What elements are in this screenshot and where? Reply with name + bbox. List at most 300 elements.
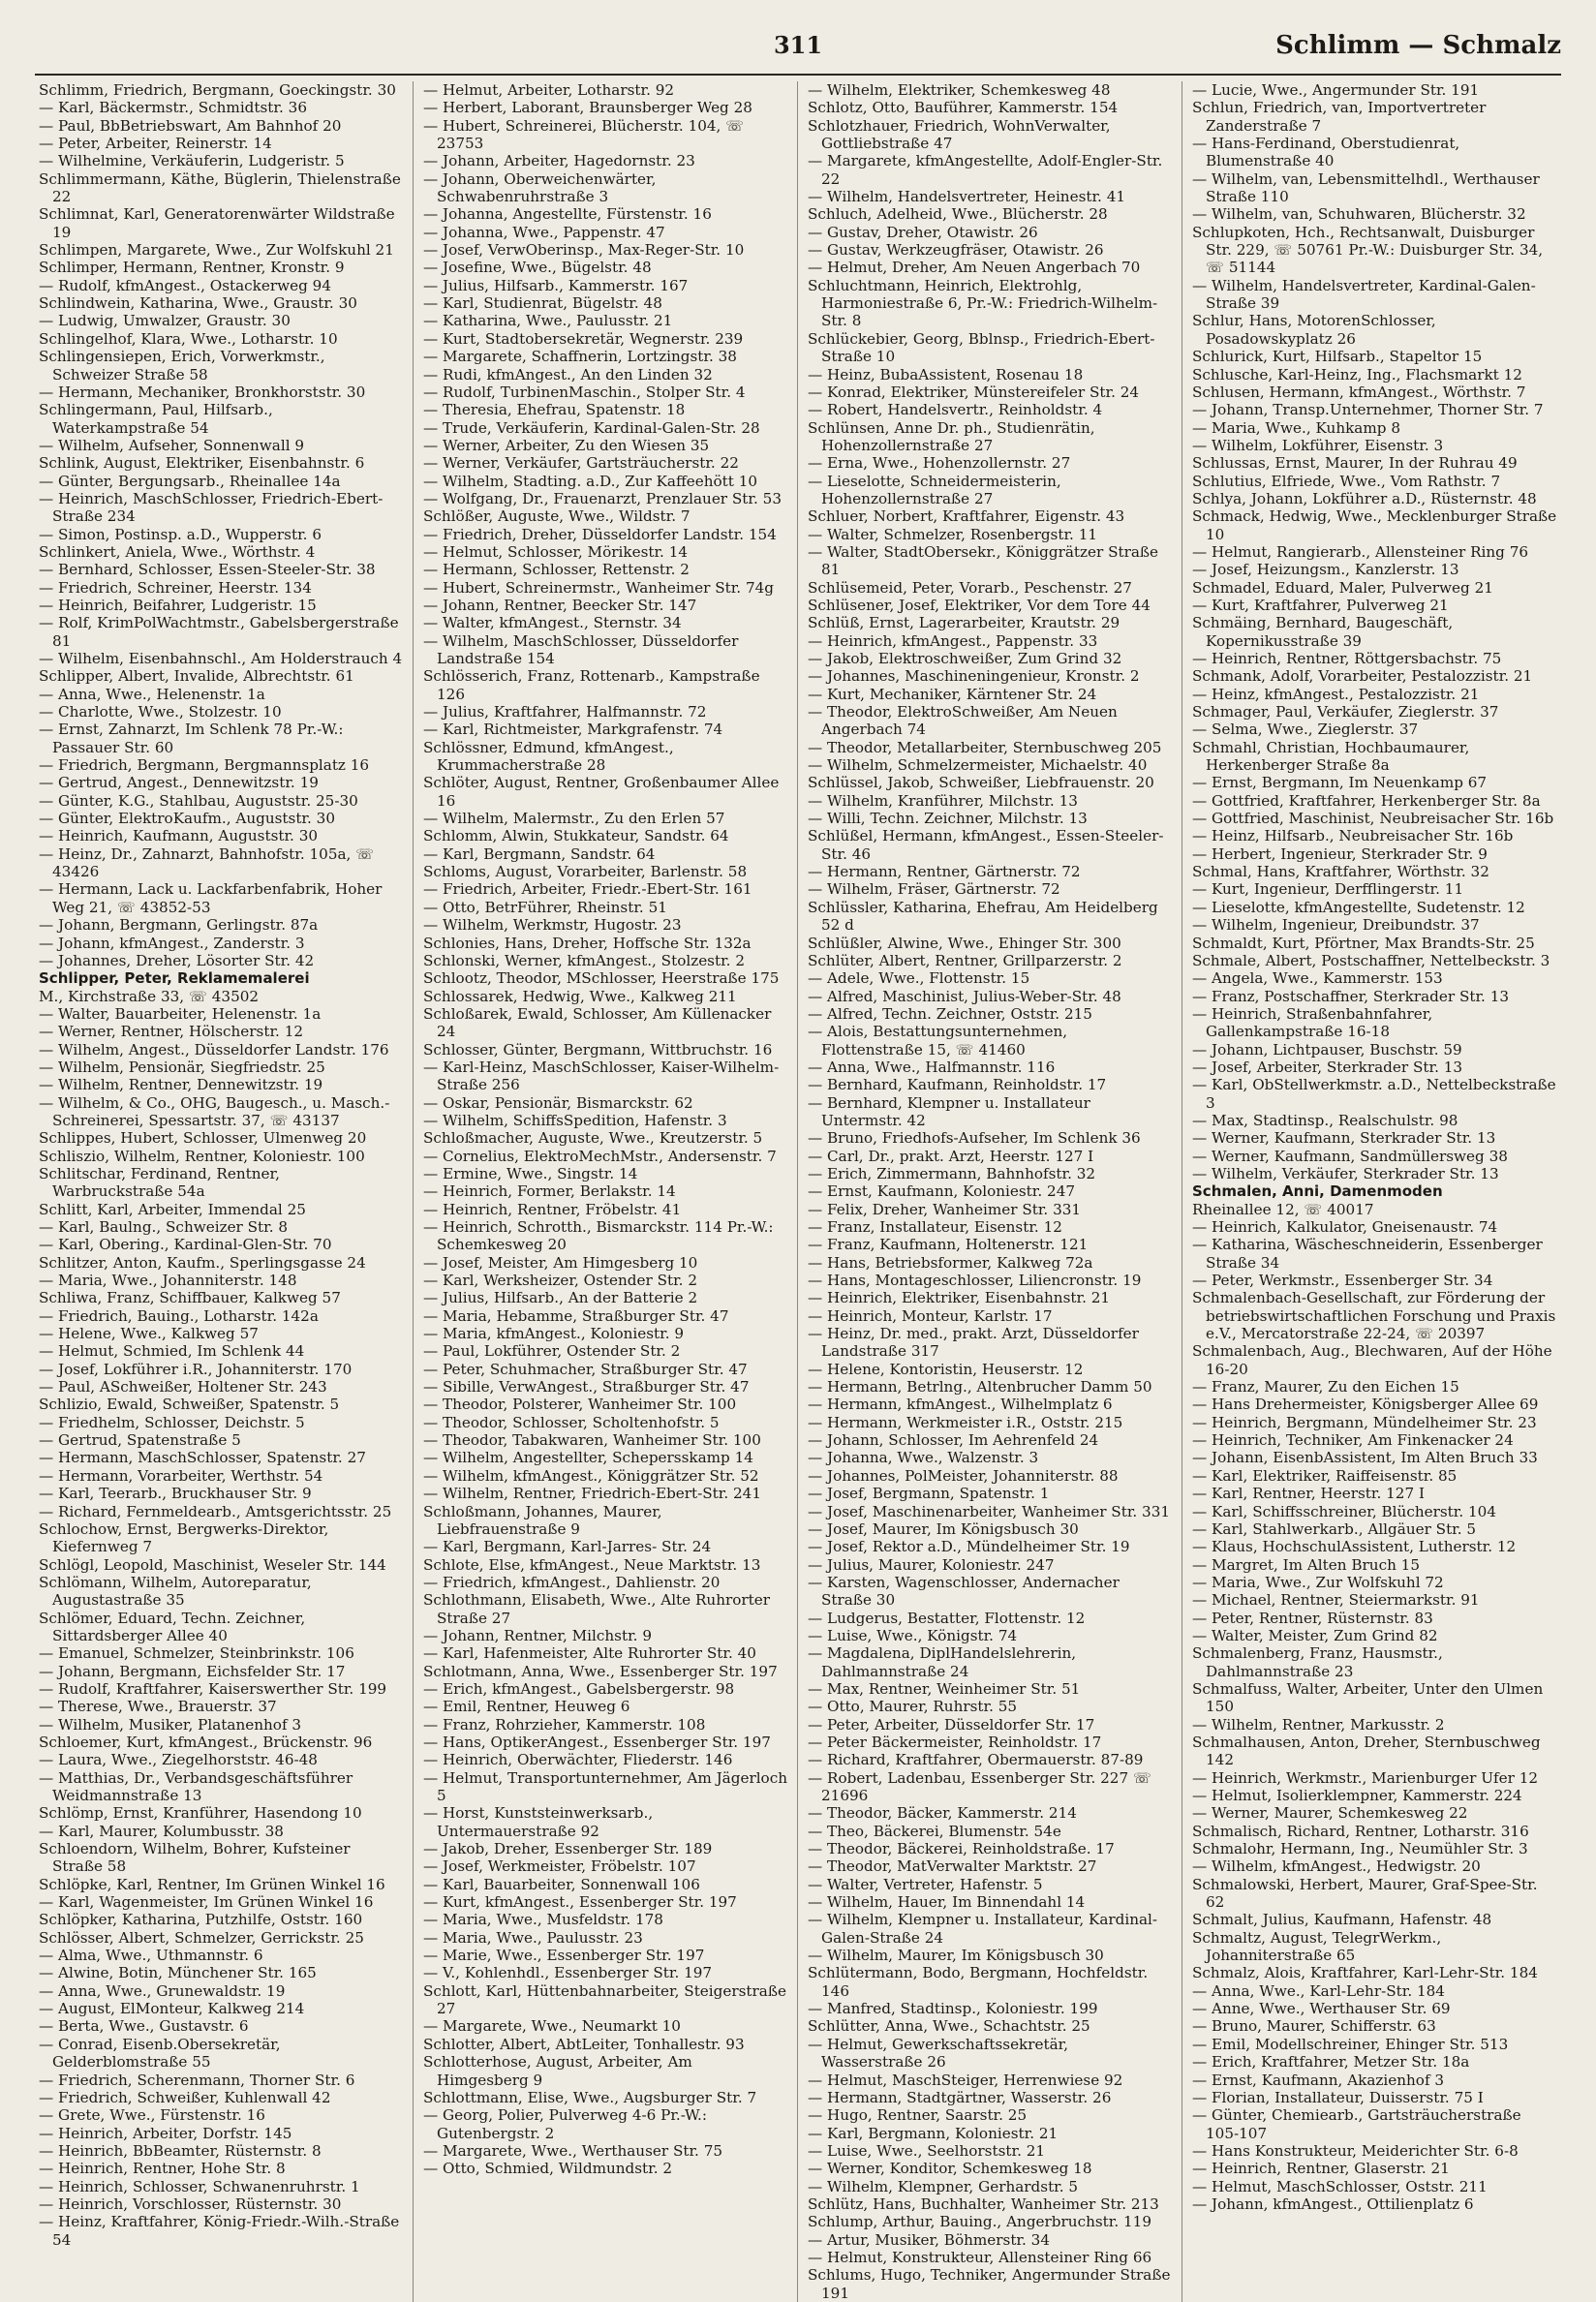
directory-entry: Schlimmermann, Käthe, Büglerin, Thielenstraße 22 [39,169,401,206]
directory-entry: — Helmut, MaschSteiger, Herrenwiese 92 [808,2071,1123,2089]
directory-entry: — Friedhelm, Schlosser, Deichstr. 5 [39,1413,305,1431]
directory-entry: — Heinrich, Monteur, Karlstr. 17 [808,1306,1053,1325]
directory-entry: — Hans Konstrukteur, Meiderichter Str. 6-8 [1192,2141,1519,2160]
directory-entry: — Wilhelm, Kranführer, Milchstr. 13 [808,791,1078,810]
directory-entry: — Wilhelm, Handelsvertreter, Kardinal-Galen-Straße 39 [1192,276,1536,313]
directory-entry: Schlösserich, Franz, Rottenarb., Kampstraße 126 [423,667,760,703]
directory-entry: — Erna, Wwe., Hohenzollernstr. 27 [808,454,1071,473]
directory-entry: — Heinz, Hilfsarb., Neubreisacher Str. 16b [1192,827,1514,845]
directory-entry: — Heinrich, Rentner, Glaserstr. 21 [1192,2160,1450,2178]
directory-entry: — Karl, Bauarbeiter, Sonnenwall 106 [423,1875,700,1893]
directory-entry: Schmack, Hedwig, Wwe., Mecklenburger Straße 10 [1192,507,1557,543]
directory-entry: — Wilhelm, Verkäufer, Sterkrader Str. 13 [1192,1164,1499,1182]
directory-entry: — Josef, Werkmeister, Fröbelstr. 107 [423,1857,696,1876]
page-header [35,14,1561,76]
directory-entry: — Richard, Fernmeldearb., Amtsgerichtsstr. 25 [39,1502,392,1520]
directory-entry: Schluch, Adelheid, Wwe., Blücherstr. 28 [808,205,1108,224]
directory-entry: — Marie, Wwe., Essenberger Str. 197 [423,1947,705,1965]
directory-entry: Schlütter, Anna, Wwe., Schachtstr. 25 [808,2017,1090,2036]
directory-entry: — Josef, Meister, Am Himgesberg 10 [423,1253,698,1272]
directory-entry: — Hermann, MaschSchlosser, Spatenstr. 27 [39,1449,366,1467]
directory-entry: — Heinrich, kfmAngest., Pappenstr. 33 [808,631,1098,650]
directory-entry: — Bruno, Friedhofs-Aufseher, Im Schlenk 36 [808,1129,1141,1148]
directory-entry: Schlums, Hugo, Techniker, Angermunder Straße 191 [808,2266,1171,2302]
directory-entry: — Heinrich, Kalkulator, Gneisenaustr. 74 [1192,1218,1498,1236]
directory-entry: Schlotzhauer, Friedrich, WohnVerwalter, Gottliebstraße 47 [808,116,1111,153]
directory-entry: — Felix, Dreher, Wanheimer Str. 331 [808,1200,1082,1218]
directory-entry: — Johann, Rentner, Beecker Str. 147 [423,596,697,614]
directory-entry: — Walter, Schmelzer, Rosenbergstr. 11 [808,525,1098,543]
directory-entry: — Wilhelm, van, Lebensmittelhdl., Werthauser Straße 110 [1192,169,1540,206]
directory-entry: — Karl, Maurer, Kolumbusstr. 38 [39,1822,284,1840]
directory-entry: — Friedrich, kfmAngest., Dahlienstr. 20 [423,1573,721,1591]
directory-entry: — Georg, Polier, Pulverweg 4-6 Pr.-W.: Gutenbergstr. 2 [423,2106,707,2142]
directory-entry: — Helmut, Schlosser, Mörikestr. 14 [423,542,689,561]
directory-entry: Schluer, Norbert, Kraftfahrer, Eigenstr. 43 [808,507,1125,526]
directory-entry: — Hermann, Lack u. Lackfarbenfabrik, Hoher Weg 21, ☏ 43852-53 [39,880,383,916]
directory-entry: — Julius, Hilfsarb., An der Batterie 2 [423,1289,698,1307]
directory-entry: — Wilhelm, Aufseher, Sonnenwall 9 [39,436,305,454]
directory-entry: — Hubert, Schreinermstr., Wanheimer Str. 74g [423,578,774,597]
directory-entry: — Max, Rentner, Weinheimer Str. 51 [808,1679,1081,1698]
directory-entry: — Johann, Bergmann, Eichsfelder Str. 17 [39,1662,346,1680]
directory-entry: — Hermann, kfmAngest., Wilhelmplatz 6 [808,1396,1113,1414]
directory-entry: — Karl, Hafenmeister, Alte Ruhrorter Str. 40 [423,1644,756,1663]
directory-entry: — Theodor, Metallarbeiter, Sternbuschweg 205 [808,738,1162,756]
directory-entry: — Otto, Schmied, Wildmundstr. 2 [423,2160,673,2178]
directory-entry: Schlitschar, Ferdinand, Rentner, Warbruckstraße 54a [39,1164,280,1201]
directory-entry: — Hermann, Stadtgärtner, Wasserstr. 26 [808,2088,1112,2106]
directory-entry: — Johannes, Dreher, Lösorter Str. 42 [39,951,315,969]
directory-entry: — Wilhelm, Ingenieur, Dreibundstr. 37 [1192,916,1480,935]
directory-entry: — Gustav, Dreher, Otawistr. 26 [808,223,1038,241]
directory-entry: — Rudolf, kfmAngest., Ostackerweg 94 [39,276,331,294]
directory-entry: — Helmut, Arbeiter, Lotharstr. 92 [423,81,675,99]
directory-entry: — Friedrich, Dreher, Düsseldorfer Landstr. 154 [423,525,777,543]
directory-entry: — Johann, kfmAngest., Ottilienplatz 6 [1192,2195,1474,2213]
directory-entry: — Günter, K.G., Stahlbau, Auguststr. 25-30 [39,791,358,810]
directory-entry: — Hans Drehermeister, Königsberger Allee 69 [1192,1396,1539,1414]
directory-entry: Schlütz, Hans, Buchhalter, Wanheimer Str. 213 [808,2195,1159,2213]
directory-entry: — Julius, Hilfsarb., Kammerstr. 167 [423,276,689,294]
directory-entry: — Karl, Obering., Kardinal-Glen-Str. 70 [39,1236,332,1254]
directory-entry: Schlonies, Hans, Dreher, Hoffsche Str. 132a [423,934,752,952]
directory-entry: — Hugo, Rentner, Saarstr. 25 [808,2106,1028,2125]
directory-entry: Schlizio, Ewald, Schweißer, Spatenstr. 5 [39,1396,340,1414]
directory-entry: — Werner, Verkäufer, Gartsträucherstr. 22 [423,454,739,473]
directory-entry: Schlya, Johann, Lokführer a.D., Rüsternstr. 48 [1192,489,1537,507]
directory-entry: — Ludgerus, Bestatter, Flottenstr. 12 [808,1609,1086,1627]
directory-entry: — Katharina, Wwe., Paulusstr. 21 [423,312,673,330]
directory-entry: — Ernst, Bergmann, Im Neuenkamp 67 [1192,774,1488,792]
directory-entry: — Helmut, Konstrukteur, Allensteiner Ring 66 [808,2248,1152,2266]
directory-entry: — Michael, Rentner, Steiermarkstr. 91 [1192,1591,1480,1610]
directory-entry: — Josef, Bergmann, Spatenstr. 1 [808,1485,1050,1503]
directory-entry: — Hermann, Rentner, Gärtnerstr. 72 [808,863,1081,881]
directory-entry: Schlump, Arthur, Bauing., Angerbruchstr. 119 [808,2213,1151,2231]
directory-entry: — Franz, Postschaffner, Sterkrader Str. 13 [1192,987,1510,1005]
directory-entry: Schmaldt, Kurt, Pförtner, Max Brandts-Str. 25 [1192,934,1535,952]
directory-entry: — Hans, Montageschlosser, Liliencronstr. 19 [808,1272,1142,1290]
directory-entry: — Wilhelm, Rentner, Friedrich-Ebert-Str. 241 [423,1485,762,1503]
directory-entry: — Charlotte, Wwe., Stolzestr. 10 [39,703,282,721]
directory-entry: Schmalfuss, Walter, Arbeiter, Unter den Ulmen 150 [1192,1679,1544,1716]
directory-entry: — Otto, Maurer, Ruhrstr. 55 [808,1698,1018,1716]
directory-entry: — Johann, kfmAngest., Zanderstr. 3 [39,934,305,952]
directory-entry: — Helene, Kontoristin, Heuserstr. 12 [808,1360,1084,1378]
directory-entry: — Rudolf, TurbinenMaschin., Stolper Str. 4 [423,383,746,401]
directory-entry: — Maria, Wwe., Paulusstr. 23 [423,1928,643,1947]
directory-entry: — Wilhelm, Musiker, Platanenhof 3 [39,1715,302,1734]
directory-entry: — Johann, Schlosser, Im Aehrenfeld 24 [808,1431,1099,1450]
directory-entry: — Rolf, KrimPolWachtmstr., Gabelsbergerstraße 81 [39,614,399,650]
directory-entry: Schlothmann, Elisabeth, Wwe., Alte Ruhrorter Straße 27 [423,1591,770,1627]
directory-entry: — Wilhelm, Werkmstr, Hugostr. 23 [423,916,682,935]
directory-entry: — Anna, Wwe., Karl-Lehr-Str. 184 [1192,1981,1445,2000]
directory-entry: — Werner, Kaufmann, Sandmüllersweg 38 [1192,1147,1508,1165]
directory-entry: — Alfred, Techn. Zeichner, Oststr. 215 [808,1004,1092,1023]
directory-entry: — Lucie, Wwe., Angermunder Str. 191 [1192,81,1480,99]
directory-entry: — Herbert, Laborant, Braunsberger Weg 28 [423,99,752,117]
directory-entry: — Karl, Stahlwerkarb., Allgäuer Str. 5 [1192,1519,1477,1538]
directory-entry: Rheinallee 12, ☏ 40017 [1192,1200,1374,1218]
directory-entry: — Emil, Modellschreiner, Ehinger Str. 513 [1192,2035,1509,2053]
directory-entry: — Klaus, HochschulAssistent, Lutherstr. 12 [1192,1538,1517,1556]
directory-entry: — Heinz, Dr., Zahnarzt, Bahnhofstr. 105a, ☏ 43426 [39,844,375,881]
directory-entry: — Kurt, kfmAngest., Essenberger Str. 197 [423,1893,737,1912]
directory-entry: — Margarete, Schaffnerin, Lortzingstr. 38 [423,348,737,366]
directory-entry: Schmahl, Christian, Hochbaumaurer, Herkenberger Straße 8a [1192,738,1470,775]
directory-entry: — Conrad, Eisenb.Obersekretär, Gelderblomstraße 55 [39,2035,281,2072]
directory-entry: — Johannes, Maschineningenieur, Kronstr. 2 [808,667,1140,686]
directory-entry: — Hans, OptikerAngest., Essenberger Str. 197 [423,1733,771,1751]
directory-entry: — Josef, Heizungsm., Kanzlerstr. 13 [1192,561,1459,579]
directory-entry: — Theodor, Bäckerei, Reinholdstraße. 17 [808,1840,1115,1858]
directory-entry: — Wilhelm, MaschSchlosser, Düsseldorfer Landstraße 154 [423,631,739,667]
directory-entry: Schmalz, Alois, Kraftfahrer, Karl-Lehr-Str. 184 [1192,1964,1538,1982]
directory-entry: — Matthias, Dr., Verbandsgeschäftsführer Weidmannstraße 13 [39,1768,353,1804]
directory-entry: Schlüsener, Josef, Elektriker, Vor dem Tore 44 [808,596,1151,614]
directory-entry: — Jakob, Elektroschweißer, Zum Grind 32 [808,650,1122,667]
directory-entry: — Johann, Lichtpauser, Buschstr. 59 [1192,1040,1462,1059]
directory-entry: — Werner, Arbeiter, Zu den Wiesen 35 [423,436,710,454]
directory-entry: — Walter, Bauarbeiter, Helenenstr. 1a [39,1004,322,1023]
directory-entry: — Gertrud, Angest., Dennewitzstr. 19 [39,774,319,792]
directory-entry: Schlimper, Hermann, Rentner, Kronstr. 9 [39,259,345,277]
directory-entry: — Johann, Oberweichenwärter, Schwabenruhrstraße 3 [423,169,657,206]
directory-entry: Schlüßel, Hermann, kfmAngest., Essen-Steeler-Str. 46 [808,827,1164,863]
directory-entry: Schlootz, Theodor, MSchlosser, Heerstraße 175 [423,969,780,988]
directory-entry: — Paul, ASchweißer, Holtener Str. 243 [39,1378,327,1397]
directory-entry: Schmaltz, August, TelegrWerkm., Johanniterstraße 65 [1192,1928,1442,1965]
directory-entry: Schlotter, Albert, AbtLeiter, Tonhallestr. 93 [423,2035,745,2053]
directory-entry: — Heinz, BubaAssistent, Rosenau 18 [808,365,1084,384]
directory-entry: — Hermann, Mechaniker, Bronkhorststr. 30 [39,383,366,401]
directory-entry: — Robert, Ladenbau, Essenberger Str. 227 ☏ 21696 [808,1768,1151,1804]
directory-entry: Schlingermann, Paul, Hilfsarb., Waterkampstraße 54 [39,401,273,437]
directory-entry: Schlusen, Hermann, kfmAngest., Wörthstr. 7 [1192,383,1526,401]
directory-entry: — Theodor, MatVerwalter Marktstr. 27 [808,1857,1097,1876]
directory-entry: Schlösser, Albert, Schmelzer, Gerrickstr. 25 [39,1928,364,1947]
page-number: 311 [773,31,823,59]
directory-entry: — Wilhelm, Fräser, Gärtnerstr. 72 [808,880,1060,899]
directory-entry: Schmalowski, Herbert, Maurer, Graf-Spee-Str. 62 [1192,1875,1538,1912]
directory-entry: — Anna, Wwe., Grunewaldstr. 19 [39,1981,286,2000]
directory-entry: — Karl-Heinz, MaschSchlosser, Kaiser-Wilhelm-Straße 256 [423,1058,780,1094]
directory-entry: — Helmut, Isolierklempner, Kammerstr. 224 [1192,1787,1522,1804]
directory-entry: — Helene, Wwe., Kalkweg 57 [39,1325,259,1343]
directory-entry: Schlurick, Kurt, Hilfsarb., Stapeltor 15 [1192,348,1483,366]
directory-entry: — Heinrich, Rentner, Fröbelstr. 41 [423,1200,682,1218]
directory-entry: Schlüßler, Alwine, Wwe., Ehinger Str. 300 [808,934,1121,952]
directory-entry: — Katharina, Wäscheschneiderin, Essenberger Straße 34 [1192,1236,1543,1272]
directory-entry: Schlingensiepen, Erich, Vorwerkmstr., Schweizer Straße 58 [39,348,325,384]
directory-entry: Schlitt, Karl, Arbeiter, Immendal 25 [39,1200,306,1218]
directory-entry: — Hermann, Schlosser, Rettenstr. 2 [423,561,690,579]
directory-entry: — Herbert, Ingenieur, Sterkrader Str. 9 [1192,844,1488,863]
directory-entry: — Angela, Wwe., Kammerstr. 153 [1192,969,1443,988]
directory-entry: — Walter, Vertreter, Hafenstr. 5 [808,1875,1043,1893]
directory-entry: — Bernhard, Klempner u. Installateur Untermstr. 42 [808,1093,1090,1129]
directory-entry: — Peter Bäckermeister, Reinholdstr. 17 [808,1733,1102,1751]
directory-entry: Schmale, Albert, Postschaffner, Nettelbeckstr. 3 [1192,951,1550,969]
directory-entry: — Wilhelm, SchiffsSpedition, Hafenstr. 3 [423,1111,727,1129]
directory-entry: — Carl, Dr., prakt. Arzt, Heerstr. 127 I [808,1147,1094,1165]
directory-entry: — Günter, ElektroKaufm., Auguststr. 30 [39,810,335,828]
directory-entry: Schlur, Hans, MotorenSchlosser, Posadowskyplatz 26 [1192,312,1436,348]
directory-entry: — Karsten, Wagenschlosser, Andernacher Straße 30 [808,1573,1120,1610]
directory-entry: Schmank, Adolf, Vorarbeiter, Pestalozzistr. 21 [1192,667,1533,686]
directory-entry: Schmadel, Eduard, Maler, Pulverweg 21 [1192,578,1493,597]
directory-entry: — Heinrich, Oberwächter, Fliederstr. 146 [423,1751,733,1769]
directory-entry: — Josef, Maurer, Im Königsbusch 30 [808,1519,1079,1538]
directory-entry: — Heinrich, Schrotth., Bismarckstr. 114 Pr.-W.: Schemkesweg 20 [423,1218,774,1254]
directory-entry: — Hermann, Werkmeister i.R., Oststr. 215 [808,1413,1123,1431]
directory-entry: — Wilhelm, Klempner u. Installateur, Kardinal-Galen-Straße 24 [808,1911,1158,1947]
directory-entry: — Johannes, PolMeister, Johanniterstr. 88 [808,1466,1119,1485]
directory-entry: — Werner, Kaufmann, Sterkrader Str. 13 [1192,1129,1496,1148]
directory-entry: M., Kirchstraße 33, ☏ 43502 [39,987,260,1005]
directory-entry: Schliszio, Wilhelm, Rentner, Koloniestr. 100 [39,1147,365,1165]
directory-entry: Schlömann, Wilhelm, Autoreparatur, Augustastraße 35 [39,1573,312,1610]
directory-entry: — Karl, Rentner, Heerstr. 127 I [1192,1485,1425,1503]
directory-entry: Schlütermann, Bodo, Bergmann, Hochfeldstr. 146 [808,1964,1149,2000]
directory-entry: Schliwa, Franz, Schiffbauer, Kalkweg 57 [39,1289,341,1307]
directory-entry: — Lieselotte, kfmAngestellte, Sudetenstr. 12 [1192,898,1525,916]
directory-entry: — Emanuel, Schmelzer, Steinbrinkstr. 106 [39,1644,354,1663]
directory-entry: Schlupkoten, Hch., Rechtsanwalt, Duisburger Str. 229, ☏ 50761 Pr.-W.: Duisburger Str. 34, ☏ 51144 [1192,223,1544,277]
directory-entry: — Franz, Kaufmann, Holtenerstr. 121 [808,1236,1089,1254]
directory-entry: — Julius, Kraftfahrer, Halfmannstr. 72 [423,703,707,721]
directory-entry: — Bruno, Maurer, Schifferstr. 63 [1192,2017,1436,2036]
directory-entry: — Wilhelm, Malermstr., Zu den Erlen 57 [423,810,725,828]
directory-entry: — Wilhelm, Elektriker, Schemkesweg 48 [808,81,1111,99]
directory-entry: — Erich, Kraftfahrer, Metzer Str. 18a [1192,2053,1470,2072]
directory-entry: — Karl, Schiffsschreiner, Blücherstr. 104 [1192,1502,1496,1520]
directory-entry: Schlöter, August, Rentner, Großenbaumer Allee 16 [423,774,780,810]
directory-columns [35,81,1561,2302]
directory-entry: Schloßmacher, Auguste, Wwe., Kreutzerstr. 5 [423,1129,763,1148]
directory-entry: — Richard, Kraftfahrer, Obermauerstr. 87-89 [808,1751,1144,1769]
directory-entry: — Wilhelm, Angest., Düsseldorfer Landstr. 176 [39,1040,389,1059]
directory-entry: — V., Kohlenhdl., Essenberger Str. 197 [423,1964,713,1982]
directory-entry: Schlippes, Hubert, Schlosser, Ulmenweg 20 [39,1129,367,1148]
directory-entry: — Wilhelm, Hauer, Im Binnendahl 14 [808,1893,1086,1912]
directory-entry: — Heinrich, Schlosser, Schwanenruhrstr. 1 [39,2177,360,2195]
directory-entry: — Friedrich, Bauing., Lotharstr. 142a [39,1306,319,1325]
directory-entry: — Selma, Wwe., Zieglerstr. 37 [1192,721,1419,739]
directory-entry: — Alois, Bestattungsunternehmen, Flottenstraße 15, ☏ 41460 [808,1023,1068,1059]
directory-entry: — Anne, Wwe., Werthauser Str. 69 [1192,2000,1451,2018]
directory-entry: — Julius, Maurer, Koloniestr. 247 [808,1555,1055,1574]
directory-entry: — Werner, Rentner, Hölscherstr. 12 [39,1023,304,1041]
directory-entry: Schlossarek, Hedwig, Wwe., Kalkweg 211 [423,987,737,1005]
directory-entry: — Gottfried, Kraftfahrer, Herkenberger Str. 8a [1192,791,1541,810]
directory-entry: — Johann, Transp.Unternehmer, Thorner Str. 7 [1192,401,1544,419]
directory-entry: — Johann, Bergmann, Gerlingstr. 87a [39,916,319,935]
directory-entry: — Wolfgang, Dr., Frauenarzt, Prenzlauer Str. 53 [423,489,782,507]
directory-entry: — Maria, Wwe., Zur Wolfskuhl 72 [1192,1573,1444,1591]
column-1 [35,81,408,2302]
directory-entry: — Alwine, Botin, Münchener Str. 165 [39,1964,317,1982]
directory-entry: Schmalohr, Hermann, Ing., Neumühler Str. 3 [1192,1840,1528,1858]
directory-entry: — Max, Stadtinsp., Realschulstr. 98 [1192,1111,1458,1129]
directory-entry: — Heinrich, Techniker, Am Finkenacker 24 [1192,1431,1514,1450]
directory-entry: — Friedrich, Schweißer, Kuhlenwall 42 [39,2088,331,2106]
directory-entry: — Karl, Elektriker, Raiffeisenstr. 85 [1192,1466,1458,1485]
column-2 [419,81,792,2302]
directory-entry: — Karl, Werksheizer, Ostender Str. 2 [423,1272,697,1290]
directory-entry: — Theodor, Schlosser, Scholtenhofstr. 5 [423,1413,720,1431]
directory-entry: Schmalenbach, Aug., Blechwaren, Auf der Höhe 16-20 [1192,1342,1552,1378]
directory-entry: — Josef, VerwOberinsp., Max-Reger-Str. 10 [423,241,745,260]
directory-entry: — Horst, Kunststeinwerksarb., Untermauerstraße 92 [423,1804,654,1840]
directory-entry: — Heinrich, Werkmstr., Marienburger Ufer 12 [1192,1768,1539,1787]
directory-entry: — Heinz, kfmAngest., Pestalozzistr. 21 [1192,685,1480,703]
directory-entry: — Franz, Maurer, Zu den Eichen 15 [1192,1378,1459,1397]
directory-entry: Schlitzer, Anton, Kaufm., Sperlingsgasse 24 [39,1253,366,1272]
directory-entry: — Günter, Bergungsarb., Rheinallee 14a [39,472,341,490]
directory-entry: — Josef, Maschinenarbeiter, Wanheimer Str. 331 [808,1502,1171,1520]
directory-entry: Schlimm, Friedrich, Bergmann, Goeckingstr. 30 [39,81,396,99]
directory-entry: — Friedrich, Arbeiter, Friedr.-Ebert-Str. 161 [423,880,752,899]
directory-entry: — Karl, ObStellwerkmstr. a.D., Nettelbeckstraße 3 [1192,1076,1556,1112]
directory-entry: — Willi, Techn. Zeichner, Milchstr. 13 [808,810,1088,828]
directory-entry: — Sibille, VerwAngest., Straßburger Str. 47 [423,1378,750,1397]
directory-entry: — Robert, Handelsvertr., Reinholdstr. 4 [808,401,1103,419]
directory-entry: — Walter, kfmAngest., Sternstr. 34 [423,614,682,632]
directory-entry: — Luise, Wwe., Seelhorststr. 21 [808,2141,1046,2160]
directory-entry: — Rudolf, Kraftfahrer, Kaiserswerther Str. 199 [39,1679,387,1698]
directory-entry: — Wilhelm, & Co., OHG, Baugesch., u. Masch.-Schreinerei, Spessartstr. 37, ☏ 43137 [39,1093,390,1129]
directory-entry: — Maria, Wwe., Johanniterstr. 148 [39,1272,297,1290]
directory-entry: — Rudi, kfmAngest., An den Linden 32 [423,365,713,384]
directory-entry: Schlüssel, Jakob, Schweißer, Liebfrauenstr. 20 [808,774,1154,792]
directory-entry: — Lieselotte, Schneidermeisterin, Hohenzollernstraße 27 [808,472,1061,507]
directory-entry: — Johann, EisenbAssistent, Im Alten Bruch 33 [1192,1449,1538,1467]
directory-entry: — Wilhelm, Rentner, Markusstr. 2 [1192,1715,1445,1734]
directory-entry: — Karl, Wagenmeister, Im Grünen Winkel 16 [39,1893,374,1912]
directory-entry: — Heinrich, Kaufmann, Auguststr. 30 [39,827,319,845]
directory-entry: — Wilhelm, Angestellter, Schepersskamp 14 [423,1449,753,1467]
directory-entry: — Wilhelm, van, Schuhwaren, Blücherstr. 32 [1192,205,1526,224]
directory-entry: — Johann, Rentner, Milchstr. 9 [423,1626,652,1644]
directory-entry: — Manfred, Stadtinsp., Koloniestr. 199 [808,2000,1098,2018]
directory-entry: Schlusche, Karl-Heinz, Ing., Flachsmarkt 12 [1192,365,1522,384]
directory-entry: — Bernhard, Schlosser, Essen-Steeler-Str. 38 [39,561,376,579]
directory-entry: — Wilhelm, Rentner, Dennewitzstr. 19 [39,1076,323,1094]
column-4 [1188,81,1561,2302]
directory-entry: — Kurt, Stadtobersekretär, Wegnerstr. 239 [423,329,744,348]
directory-entry: — Ermine, Wwe., Singstr. 14 [423,1164,638,1182]
directory-entry: Schlinkert, Aniela, Wwe., Wörthstr. 4 [39,542,316,561]
directory-entry: Schlosser, Günter, Bergmann, Wittbruchstr. 16 [423,1040,773,1059]
directory-entry: — Alma, Wwe., Uthmannstr. 6 [39,1947,263,1965]
directory-entry: Schmalenbach-Gesellschaft, zur Förderung der betriebswirtschaftlichen Forschung und Praxis e.V., Mercatorstraße 22-24, ☏ 20397 [1192,1289,1556,1343]
directory-entry: — Gustav, Werkzeugfräser, Otawistr. 26 [808,241,1104,260]
directory-entry: Schlomm, Alwin, Stukkateur, Sandstr. 64 [423,827,729,845]
directory-entry: — Kurt, Ingenieur, Derfflingerstr. 11 [1192,880,1464,899]
directory-entry: Schlöpke, Karl, Rentner, Im Grünen Winkel 16 [39,1875,385,1893]
directory-entry: — Heinz, Kraftfahrer, König-Friedr.-Wilh.-Straße 54 [39,2213,400,2249]
directory-entry: — Maria, Hebamme, Straßburger Str. 47 [423,1306,729,1325]
directory-entry: — Josefine, Wwe., Bügelstr. 48 [423,259,652,277]
directory-entry: — Ludwig, Umwalzer, Graustr. 30 [39,312,291,330]
directory-entry: — Helmut, Rangierarb., Allensteiner Ring 76 [1192,542,1529,561]
directory-entry: — Johanna, Wwe., Pappenstr. 47 [423,223,665,241]
directory-entry: Schlößer, Auguste, Wwe., Wildstr. 7 [423,507,691,526]
directory-entry: Schlindwein, Katharina, Wwe., Graustr. 30 [39,294,357,313]
directory-entry: — Laura, Wwe., Ziegelhorststr. 46-48 [39,1751,318,1769]
directory-entry: — Heinrich, BbBeamter, Rüsternstr. 8 [39,2141,322,2160]
directory-entry: — Simon, Postinsp. a.D., Wupperstr. 6 [39,525,322,543]
directory-entry: — Jakob, Dreher, Essenberger Str. 189 [423,1840,713,1858]
directory-entry: — Theo, Bäckerei, Blumenstr. 54e [808,1822,1061,1840]
directory-entry: — Wilhelm, Pensionär, Siegfriedstr. 25 [39,1058,325,1076]
directory-entry: — Josef, Lokführer i.R., Johanniterstr. 170 [39,1360,353,1378]
directory-entry: — Heinrich, Rentner, Hohe Str. 8 [39,2160,286,2178]
directory-entry: — Alfred, Maschinist, Julius-Weber-Str. 48 [808,987,1121,1005]
directory-entry: — Wilhelm, kfmAngest., Königgrätzer Str. 52 [423,1466,759,1485]
directory-entry: Schmäing, Bernhard, Baugeschäft, Kopernikusstraße 39 [1192,614,1454,650]
directory-entry: Schlonski, Werner, kfmAngest., Stolzestr. 2 [423,951,745,969]
directory-entry: — Kurt, Kraftfahrer, Pulverweg 21 [1192,596,1449,614]
directory-entry: Schloßmann, Johannes, Maurer, Liebfrauenstraße 9 [423,1502,662,1538]
directory-entry: — Berta, Wwe., Gustavstr. 6 [39,2017,249,2036]
directory-entry: — Kurt, Mechaniker, Kärntener Str. 24 [808,685,1097,703]
directory-entry: — Wilhelm, Schmelzermeister, Michaelstr. 40 [808,756,1148,775]
directory-entry: — Wilhelmine, Verkäuferin, Ludgeristr. 5 [39,152,345,170]
directory-entry: — Ernst, Kaufmann, Akazienhof 3 [1192,2071,1445,2089]
directory-entry: — Franz, Rohrzieher, Kammerstr. 108 [423,1715,706,1734]
directory-entry: Schlimpen, Margarete, Wwe., Zur Wolfskuhl 21 [39,241,394,260]
directory-entry: — Anna, Wwe., Halfmannstr. 116 [808,1058,1056,1076]
directory-entry: — Gertrud, Spatenstraße 5 [39,1431,241,1450]
directory-entry: Schlotterhose, August, Arbeiter, Am Himgesberg 9 [423,2053,692,2089]
directory-entry: — Heinrich, Beifahrer, Ludgeristr. 15 [39,596,317,614]
directory-entry: — Paul, Lokführer, Ostender Str. 2 [423,1342,681,1361]
directory-entry: — Peter, Arbeiter, Reinerstr. 14 [39,135,272,153]
directory-entry: Schmalhausen, Anton, Dreher, Sternbuschweg 142 [1192,1733,1541,1769]
directory-entry: — Friedrich, Bergmann, Bergmannsplatz 16 [39,756,370,775]
directory-entry: — Margarete, Wwe., Werthauser Str. 75 [423,2141,723,2160]
directory-entry: — Emil, Rentner, Heuweg 6 [423,1698,630,1716]
directory-entry: — Helmut, Schmied, Im Schlenk 44 [39,1342,305,1361]
directory-entry: — Hubert, Schreinerei, Blücherstr. 104, ☏ 23753 [423,116,745,153]
directory-entry: Schmal, Hans, Kraftfahrer, Wörthstr. 32 [1192,863,1489,881]
directory-entry: Schlott, Karl, Hüttenbahnarbeiter, Steigerstraße 27 [423,1981,786,2018]
directory-entry: — Theodor, ElektroSchweißer, Am Neuen Angerbach 74 [808,703,1118,739]
